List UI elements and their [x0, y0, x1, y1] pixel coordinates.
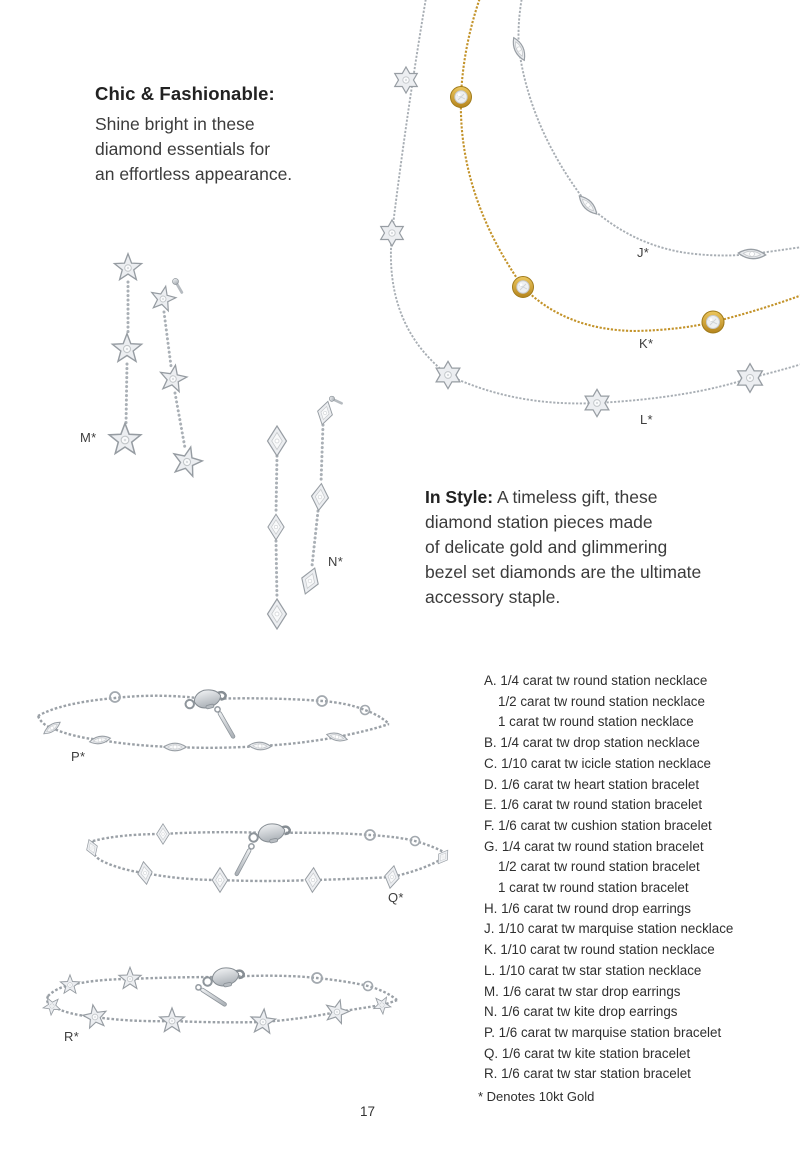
product-list-item: D. 1/6 carat tw heart station bracelet: [484, 776, 700, 792]
page-number: 17: [360, 1104, 376, 1119]
label-earrings-n: N*: [328, 554, 344, 569]
in-style-line: In Style: A timeless gift, these: [425, 487, 658, 507]
bracelet-q-illustration: [84, 820, 453, 893]
product-list-item: K. 1/10 carat tw round station necklace: [484, 942, 715, 958]
product-list-item: P. 1/6 carat tw marquise station bracelet: [484, 1024, 722, 1040]
label-necklace-l: L*: [640, 412, 653, 427]
product-list-item: 1 carat tw round station necklace: [498, 714, 694, 730]
necklace-k-illustration: [451, 0, 800, 333]
product-list-item: G. 1/4 carat tw round station bracelet: [484, 838, 704, 854]
chic-line: an effortless appearance.: [95, 164, 293, 184]
chic-line: diamond essentials for: [95, 139, 271, 159]
in-style-line: of delicate gold and glimmering: [425, 537, 668, 557]
earrings-m-illustration: [109, 254, 205, 478]
product-list-item: M. 1/6 carat tw star drop earrings: [484, 983, 681, 999]
chic-fashionable-block: [95, 83, 292, 187]
chic-line: Shine bright in these: [95, 114, 255, 134]
in-style-heading: In Style:: [425, 487, 494, 507]
in-style-line: bezel set diamonds are the ultimate: [425, 562, 702, 582]
product-list-item: C. 1/10 carat tw icicle station necklace: [484, 755, 712, 771]
product-list-item: 1 carat tw round station bracelet: [498, 880, 689, 896]
label-bracelet-q: Q*: [388, 890, 404, 905]
product-list-item: 1/2 carat tw round station necklace: [498, 693, 705, 709]
bracelet-p-illustration: [38, 685, 389, 750]
product-list-item: R. 1/6 carat tw star station bracelet: [484, 1066, 691, 1082]
label-necklace-j: J*: [637, 245, 650, 260]
chic-heading: Chic & Fashionable:: [95, 83, 275, 104]
product-list-item: B. 1/4 carat tw drop station necklace: [484, 735, 700, 751]
product-list-item: 1/2 carat tw round station bracelet: [498, 859, 700, 875]
product-list-item: A. 1/4 carat tw round station necklace: [484, 673, 708, 688]
product-list-item: L. 1/10 carat tw star station necklace: [484, 962, 702, 978]
in-style-block: [425, 485, 775, 610]
bracelet-r-illustration: [40, 964, 397, 1034]
label-bracelet-r: R*: [64, 1029, 80, 1044]
product-list-item: F. 1/6 carat tw cushion station bracelet: [484, 817, 712, 833]
in-style-line: diamond station pieces made: [425, 512, 653, 532]
product-list-item: H. 1/6 carat tw round drop earrings: [484, 900, 691, 916]
in-style-line: accessory staple.: [425, 587, 561, 607]
product-list-item: Q. 1/6 carat tw kite station bracelet: [484, 1045, 691, 1061]
necklace-j-illustration: [510, 0, 800, 260]
product-list-item: J. 1/10 carat tw marquise station necklace: [484, 921, 734, 937]
gold-footnote: * Denotes 10kt Gold: [478, 1089, 595, 1104]
label-earrings-m: M*: [80, 430, 97, 445]
product-list-item: N. 1/6 carat tw kite drop earrings: [484, 1004, 678, 1020]
earrings-n-illustration: [268, 395, 344, 629]
product-list-item: E. 1/6 carat tw round station bracelet: [484, 797, 703, 813]
product-list: [484, 671, 733, 1085]
label-necklace-k: K*: [639, 336, 654, 351]
label-bracelet-p: P*: [71, 749, 86, 764]
